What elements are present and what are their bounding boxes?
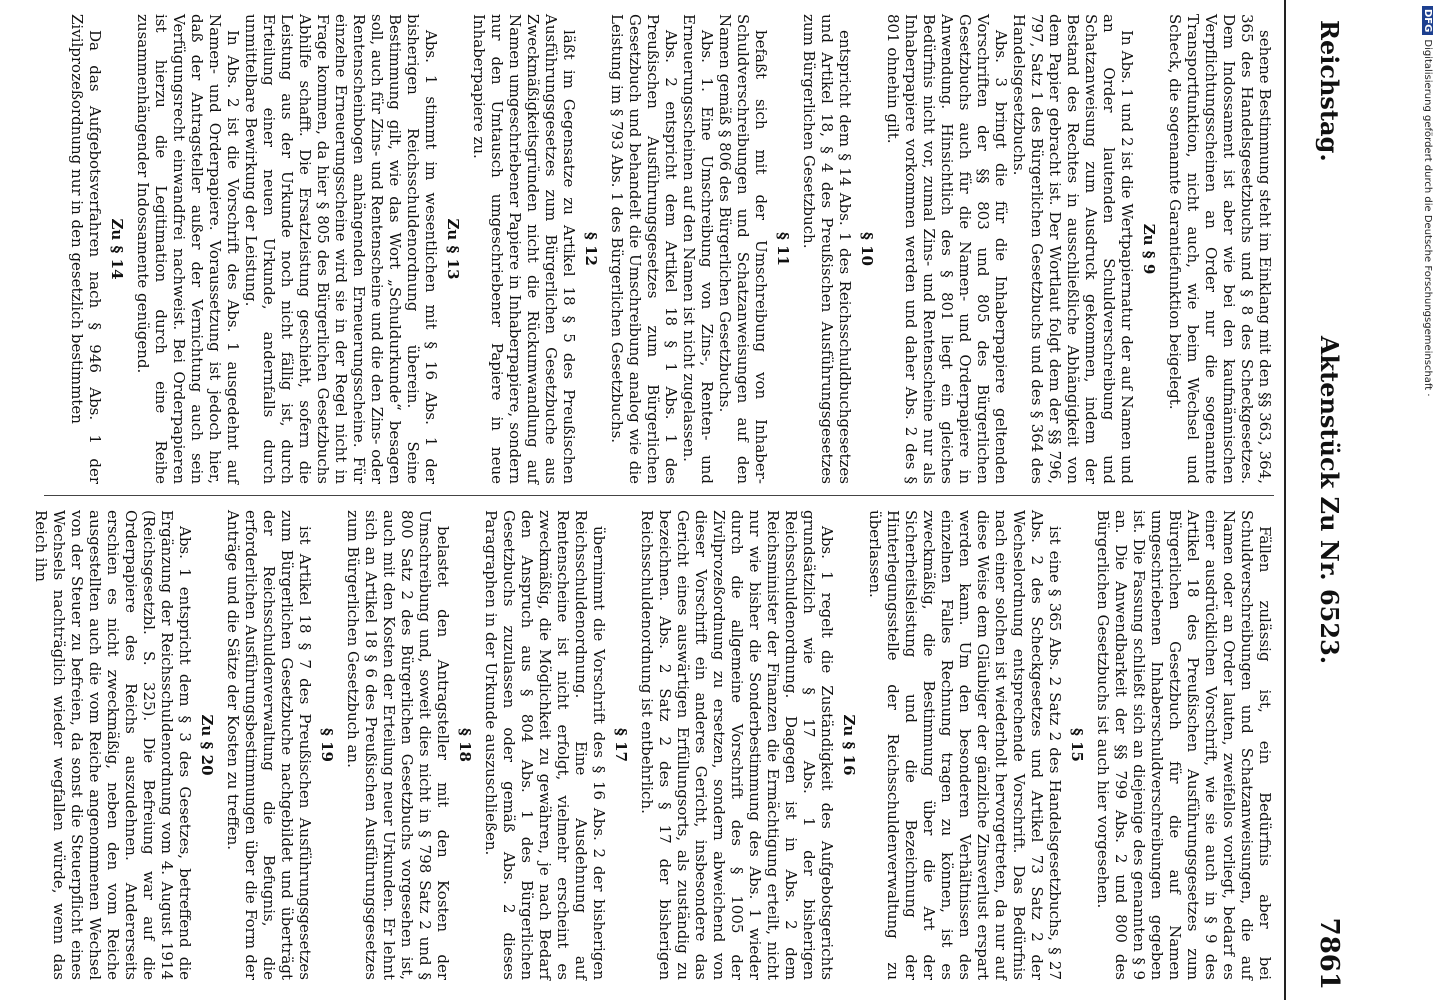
section-heading: § 11: [774, 232, 792, 266]
section-heading: Zu § 16: [840, 714, 858, 776]
paragraph: übernimmt die Vorschrift des § 16 Abs. 2 der bisherigen Reichsschuldenordnung. Eine Ausdehnung auf Rentenscheine ist nicht erfolgt, vielmehr erscheint es zweckmäßig, die Möglichkeit zu gewähren, je nach Bedarf den Anspruch aus § 804 Abs. 1 des Bürgerlichen Gesetzbuchs zuzulassen oder gemäß Abs. 2 dieses Paragraphen in der Urkunde auszuschließen.: [482, 510, 608, 980]
section-heading: Zu § 9: [1140, 223, 1158, 275]
header-rule: [1284, 0, 1286, 1000]
section-heading: Zu § 20: [198, 714, 216, 776]
section-heading: § 12: [582, 232, 600, 266]
paragraph: Fällen zulässig ist, ein Bedürfnis aber bei Schuldverschreibungen und Schatzanweisungen, die auf Namen oder an Order lauten, zweifellos vorliegt, bedarf es einer ausdrücklichen Vorschrift, wie sie auch in § 9 des Artikel 18 des Preußischen Ausführungsgesetzes zum Bürgerlichen Gesetzbuch für die auf Namen umgeschriebenen Inhaberschuldverschreibungen gegeben ist. Die Fassung schließt sich an diejenige des genannten § 9 an. Die Anwendbarkeit der §§ 799 Abs. 2 und 800 des Bürgerlichen Gesetzbuchs ist auch hier vorgesehen.: [1094, 510, 1274, 980]
paragraph: Da das Aufgebotsverfahren nach § 946 Abs. 1 der Zivilprozeßordnung nur in den gesetzlich bestimmten: [68, 14, 104, 484]
paragraph: Abs. 1. Eine Umschreibung von Zins-, Renten- und Erneuerungsscheinen auf den Namen ist nicht zugelassen.: [680, 14, 716, 484]
paragraph: entspricht dem § 14 Abs. 1 des Reichsschuldbuchgesetzes und Artikel 18, § 4 des Preußischen Ausführungsgesetzes zum Bürgerlichen Gesetzbuch.: [800, 14, 854, 484]
section-heading: § 18: [456, 728, 474, 762]
paragraph: In Abs. 2 ist die Vorschrift des Abs. 1 ausgedehnt auf Namen- und Orderpapiere. Voraussetzung ist jedoch hier, daß der Antragsteller außer der Vernichtung auch sein Verfügungsrecht einwandfrei nachweist. Bei Orderpapieren ist hierzu die Legitimation durch eine Reihe zusammenhängender Indossamente genügend.: [134, 14, 242, 484]
column-divider: [44, 495, 1274, 496]
paragraph: In Abs. 1 und 2 ist die Wertpapiernatur der auf Namen und an Order lautenden Schuldverschreibung und Schatzanweisung zum Ausdruck gekommen, indem der Bestand des Rechtes in ausschließliche Abhängigkeit von dem Papier gebracht ist. Der Wortlaut folgt dem der §§ 796, 797, Satz 1 des Bürgerlichen Gesetzbuchs und des § 364 des Handelsgesetzbuchs.: [1010, 14, 1136, 484]
paragraph: befaßt sich mit der Umschreibung von Inhaber-Schuldverschreibungen und Schatzanweisungen auf den Namen gemäß § 806 des Bürgerlichen Gesetzbuchs.: [716, 14, 770, 484]
paragraph: Abs. 1 entspricht dem § 3 des Gesetzes, betreffend die Ergänzung der Reichsschuldenordnung vom 4. August 1914 (Reichsgesetzbl. S. 325). Die Befreiung war auf die Orderpapiere des Reichs auszudehnen. Andererseits erschien es nicht zweckmäßig, neben den vom Reiche ausgestellten auch die vom Reiche angenommenen Wechsel von der Steuer zu befreien, da sonst die Steuerpflicht eines Wechsels nachträglich wieder wegfallen würde, wenn das Reich ihn: [32, 510, 194, 980]
text-column-right: [34, 510, 1274, 980]
rotated-page-content: [18, 0, 1358, 1000]
paragraph: Abs. 1 stimmt im wesentlichen mit § 16 Abs. 1 der bisherigen Reichsschuldenordnung überein. Seine Bestimmung gilt, wie das Wort „Schuldurkunde“ besagen soll, auch für Zins- und Rentenscheine und die den Zins- oder Rentenscheinbogen anhängenden Erneuerungsscheine. Für einzelne Erneuerungsscheine wird sie in der Regel nicht in Frage kommen, da hier § 805 des Bürgerlichen Gesetzbuchs Abhilfe schafft. Die Ersatzleistung geschieht, sofern die Leistung aus der Urkunde noch nicht fällig ist, durch Erteilung einer neuen Urkunde, andernfalls durch unmittelbare Bewirkung der Leistung.: [242, 14, 440, 484]
section-heading: § 19: [318, 728, 336, 762]
page-number: 7861: [1314, 917, 1344, 990]
section-heading: § 15: [1068, 728, 1086, 762]
paragraph: Abs. 3 bringt die für die Inhaberpapiere geltenden Vorschriften der §§ 803 und 805 des Bürgerlichen Gesetzbuchs auch für die Namen- und Orderpapiere in Anwendung. Hinsichtlich des § 801 liegt ein gleiches Bedürfnis nicht vor, zumal Zins- und Rentenscheine nur als Inhaberpapiere vorkommen werden und daher Abs. 2 des § 801 ohnehin gilt.: [884, 14, 1010, 484]
dfg-logo: DFG: [1422, 6, 1433, 35]
paragraph: Abs. 1 regelt die Zuständigkeit des Aufgebotsgerichts grundsätzlich wie § 17 Abs. 1 der bisherigen Reichsschuldenordnung. Dagegen ist in Abs. 2 dem Reichsminister der Finanzen die Ermächtigung erteilt, nicht nur wie bisher die Sonderbestimmung des Abs. 1 wieder durch die allgemeine Vorschrift des § 1005 der Zivilprozeßordnung zu ersetzen, sondern abweichend von dieser Vorschrift ein anderes Gericht, insbesondere das Gericht eines auswärtigen Erfüllungsorts, als zuständig zu bezeichnen. Abs. 2 Satz 2 des § 17 der bisherigen Reichsschuldenordnung ist entbehrlich.: [638, 510, 836, 980]
page-header: [1286, 0, 1358, 1000]
paragraph: ist Artikel 18 § 7 des Preußischen Ausführungsgesetzes zum Bürgerlichen Gesetzbuche nachgebildet und überträgt der Reichsschuldenverwaltung die Befugnis, die erforderlichen Ausführungsbestimmungen über die Form der Anträge und die Sätze der Kosten zu treffen.: [224, 510, 314, 980]
digitization-watermark: [1419, 6, 1433, 706]
paragraph: Abs. 2 entspricht dem Artikel 18 § 1 Abs. 1 des Preußischen Ausführungsgesetzes zum Bürgerlichen Gesetzbuch und behandelt die Umschreibung analog wie die Leistung im § 793 Abs. 1 des Bürgerlichen Gesetzbuchs.: [608, 14, 680, 484]
paragraph: belastet den Antragsteller mit den Kosten der Umschreibung und, soweit dies nicht in § 798 Satz 2 und § 800 Satz 2 des Bürgerlichen Gesetzbuchs vorgesehen ist, auch mit den Kosten der Erteilung neuer Urkunden. Er lehnt sich an Artikel 18 § 6 des Preußischen Ausführungsgesetzes zum Bürgerlichen Gesetzbuch an.: [344, 510, 452, 980]
text-column-left: [34, 14, 1274, 484]
paragraph: sehene Bestimmung steht im Einklang mit den §§ 363, 364, 365 des Handelsgesetzbuchs und § 8 des Scheckgesetzes. Dem Indossament ist aber wie bei den kaufmännischen Verpflichtungsscheinen an Order nur die sogenannte Transportfunktion, nicht auch, wie beim Wechsel und Scheck, die sogenannte Garantiefunktion beigelegt.: [1166, 14, 1274, 484]
header-left: Reichstag.: [1315, 20, 1344, 162]
section-heading: § 17: [612, 728, 630, 762]
watermark-text: [1422, 6, 1433, 706]
header-title: Aktenstück Zu Nr. 6523.: [1315, 335, 1344, 665]
watermark-caption: Digitalisierung gefördert durch die Deutsche Forschungsgemeinschaft ·: [1422, 39, 1433, 397]
section-heading: Zu § 13: [444, 218, 462, 280]
paragraph: ist eine § 365 Abs. 2 Satz 2 des Handelsgesetzbuchs, § 27 Abs. 2 des Scheckgesetzes und Artikel 73 Satz 2 der Wechselordnung entsprechende Vorschrift. Das Bedürfnis nach einer solchen ist wiederholt hervorgetreten, da nur auf diese Weise dem Gläubiger der gänzliche Zinsverlust erspart werden kann. Um den besonderen Verhältnissen des einzelnen Falles Rechnung tragen zu können, ist es zweckmäßig, die Bestimmung über die Art der Sicherheitsleistung und die Bezeichnung der Hinterlegungsstelle der Reichsschuldenverwaltung zu überlassen.: [866, 510, 1064, 980]
paragraph: läßt im Gegensatze zu Artikel 18 § 5 des Preußischen Ausführungsgesetzes zum Bürgerlichen Gesetzbuche aus Zweckmäßigkeitsgründen nicht die Rückumwandlung auf Namen umgeschriebener Papiere in Inhaberpapiere, sondern nur den Umtausch umgeschriebener Papiere in neue Inhaberpapiere zu.: [470, 14, 578, 484]
section-heading: § 10: [858, 232, 876, 266]
section-heading: Zu § 14: [108, 218, 126, 280]
